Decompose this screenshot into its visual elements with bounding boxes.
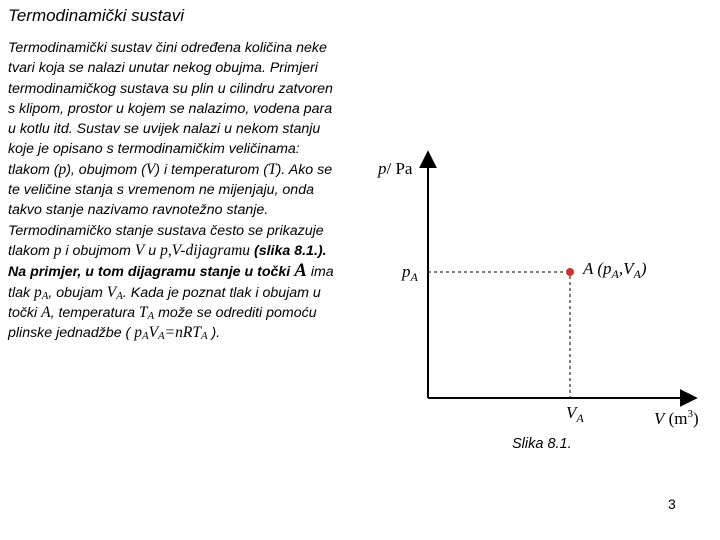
- figure-caption: Slika 8.1.: [512, 436, 572, 452]
- symbol-a: A: [41, 303, 51, 321]
- symbol-t: T: [268, 160, 277, 178]
- page-number: 3: [668, 496, 676, 512]
- text-run: Termodinamički sustav čini određena količina neke tvari koja se nalazi unutar nekog obujma. Primjeri termodinamičkog sustava su plin u cilindru zatvoren s klipom, prostor u kojem se nalazimo, vodena para u kotlu itd. Sustav se uvijek nalazi u nekom stanju koje je opisano s termodinamičkim veličinama: tlakom (: [8, 40, 333, 178]
- symbol-p: p: [58, 160, 67, 178]
- symbol-v: V: [134, 241, 145, 259]
- text-run: ). Ako se te veličine stanja s vremenom ne mijenjaju, onda takvo stanje nazivamo ravnotežno stanje. Termodinamičko stanje sustava često se prikazuje tlakom: [8, 161, 333, 259]
- symbol-ta: $T_A$: [138, 303, 155, 322]
- symbol-v: V: [145, 160, 156, 178]
- va-label: $V_A$: [566, 403, 584, 425]
- symbol-a: A: [294, 260, 307, 282]
- text-run: ), obujmom (: [66, 161, 146, 178]
- y-axis-label: p/ Pa: [378, 159, 413, 178]
- gas-equation: $p_AV_A=nRT_A$: [134, 324, 208, 343]
- x-axis-label: V $(m^3)$: [654, 408, 699, 428]
- pv-diagram-term: p,V-dijagramu: [160, 241, 251, 259]
- text-run: u: [144, 242, 161, 259]
- state-point-a: [566, 268, 574, 276]
- text-run: . Kada je poznat tlak i obujam u točki: [8, 284, 321, 321]
- symbol-va: $V_A$: [106, 283, 123, 302]
- text-run: (slika 8.1.). Na primjer, u tom dijagramu stanje u točki: [8, 242, 327, 281]
- point-a-label: A $(p_A,V_A)$: [583, 259, 647, 281]
- symbol-p: p: [53, 241, 62, 259]
- pa-label: $p_A$: [402, 262, 418, 284]
- text-run: ) i temperaturom (: [155, 161, 269, 178]
- symbol-pa: $p_A$: [34, 283, 49, 302]
- page-title: Termodinamički sustavi: [8, 6, 185, 25]
- text-run: , temperatura: [50, 304, 139, 321]
- text-run: ).: [207, 325, 221, 342]
- text-run: ima tlak: [8, 264, 334, 301]
- text-run: , obujam: [48, 284, 107, 301]
- text-run: i obujmom: [61, 242, 135, 259]
- text-run: može se odrediti pomoću plinske jednadžbe (: [8, 304, 317, 342]
